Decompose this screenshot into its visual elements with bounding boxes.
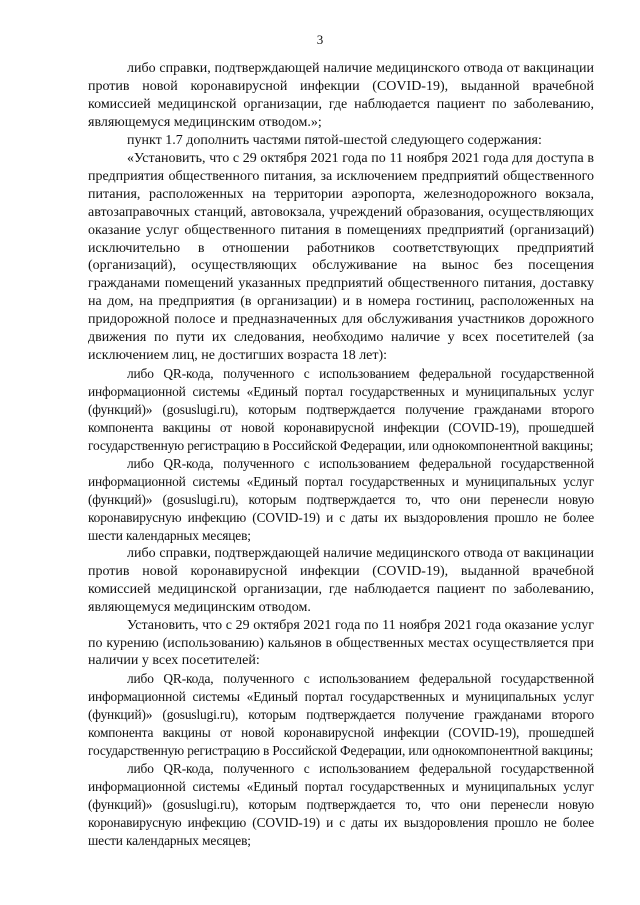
paragraph-qr-recovery-2: либо QR-кода, полученного с использованием федеральной государственной информационной системы «Единый портал государственных и муниципальных услуг (функций)» (gosuslugi.ru), которым подтверждается то, что они перенесли новую коронавирусную инфекцию (COVID-19) и с даты их выздоровления прошло не более шести календарных месяцев; xyxy=(88,761,594,848)
paragraph-qr-vaccination-1: либо QR-кода, полученного с использованием федеральной государственной информационной системы «Единый портал государственных и муниципальных услуг (функций)» (gosuslugi.ru), которым подтверждается получение гражданами второго компонента вакцины от новой коронавирусной инфекции (COVID-19), прошедшей государственную регистрацию в Российской Федерации, или однокомпонентной вакцины; xyxy=(88,366,594,454)
document-body xyxy=(88,60,594,850)
paragraph-medical-exemption-2: либо справки, подтверждающей наличие медицинского отвода от вакцинации против новой коронавирусной инфекции (COVID-19), выданной врачебной комиссией медицинской организации, где наблюдается пациент по заболеванию, являющемуся медицинским отводом. xyxy=(88,545,594,615)
paragraph-hookah-rule: Установить, что с 29 октября 2021 года по 11 ноября 2021 года оказание услуг по курению (использованию) кальянов в общественных местах осуществляется при наличии у всех посетителей: xyxy=(88,617,594,669)
page-number: 3 xyxy=(316,32,324,47)
paragraph-qr-recovery-1: либо QR-кода, полученного с использованием федеральной государственной информационной системы «Единый портал государственных и муниципальных услуг (функций)» (gosuslugi.ru), которым подтверждается то, что они перенесли новую коронавирусную инфекцию (COVID-19) и с даты их выздоровления прошло не более шести календарных месяцев; xyxy=(88,455,594,543)
paragraph-amendment-intro: пункт 1.7 дополнить частями пятой-шестой следующего содержания: xyxy=(127,132,542,148)
paragraph-medical-exemption-1: либо справки, подтверждающей наличие медицинского отвода от вакцинации против новой коронавирусной инфекции (COVID-19), выданной врачебной комиссией медицинской организации, где наблюдается пациент по заболеванию, являющемуся медицинским отводом.»; xyxy=(88,61,594,130)
paragraph-catering-rule: «Установить, что с 29 октября 2021 года по 11 ноября 2021 года для доступа в предприятия общественного питания, за исключением предприятий общественного питания, расположенных на территории аэропорта, железнодорожного вокзала, автозаправочных станций, автовокзала, учреждений образования, осуществляющих оказание услуг общественного питания в помещениях предприятий (организаций) исключительно в отношении работников соответствующих предприятий (организаций), осуществляющих обслуживание на вынос без посещения гражданами помещений указанных предприятий общественного питания, доставку на дом, на предприятия (в организации) и в номера гостиниц, расположенных на придорожной полосе и предназначенных для обслуживания участников дорожного движения по пути их следования, необходимо наличие у всех посетителей (за исключением лиц, не достигших возраста 18 лет): xyxy=(88,150,594,364)
paragraph-qr-vaccination-2: либо QR-кода, полученного с использованием федеральной государственной информационной системы «Единый портал государственных и муниципальных услуг (функций)» (gosuslugi.ru), которым подтверждается получение гражданами второго компонента вакцины от новой коронавирусной инфекции (COVID-19), прошедшей государственную регистрацию в Российской Федерации, или однокомпонентной вакцины; xyxy=(88,671,594,759)
